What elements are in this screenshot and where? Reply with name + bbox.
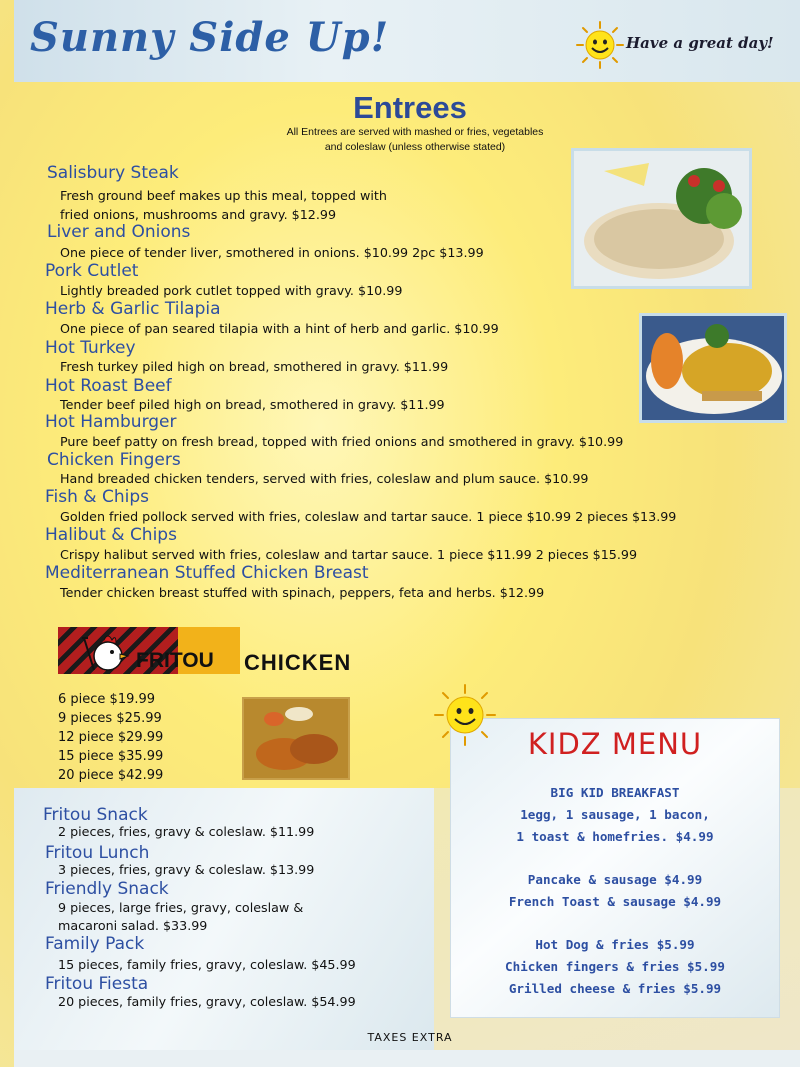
combo-description: macaroni salad. $33.99 bbox=[58, 918, 208, 933]
smiling-sun-icon bbox=[575, 20, 625, 74]
kidz-line: 1egg, 1 sausage, 1 bacon, bbox=[520, 807, 710, 822]
entrees-subtitle-line: and coleslaw (unless otherwise stated) bbox=[324, 141, 506, 153]
entree-name: Pork Cutlet bbox=[45, 261, 139, 281]
kidz-line: Chicken fingers & fries $5.99 bbox=[505, 959, 725, 974]
kidz-line: BIG KID BREAKFAST bbox=[550, 785, 680, 800]
entrees-title: Entrees bbox=[353, 90, 467, 125]
combo-name: Fritou Lunch bbox=[45, 843, 150, 863]
kidz-line: Grilled cheese & fries $5.99 bbox=[508, 981, 722, 996]
bucket-price: 12 piece $29.99 bbox=[58, 730, 164, 745]
entree-description: Tender beef piled high on bread, smothered in gravy. $11.99 bbox=[60, 397, 445, 412]
entree-name: Chicken Fingers bbox=[47, 450, 181, 470]
tilapia-photo bbox=[571, 148, 752, 289]
entree-description: Tender chicken breast stuffed with spinach, peppers, feta and herbs. $12.99 bbox=[60, 585, 545, 600]
fritou-logo bbox=[58, 627, 240, 674]
bucket-price: 20 piece $42.99 bbox=[58, 768, 164, 783]
kidz-menu-box bbox=[450, 718, 780, 1018]
entree-description: Pure beef patty on fresh bread, topped with fried onions and smothered in gravy. $10.99 bbox=[60, 434, 624, 449]
combo-name: Friendly Snack bbox=[45, 879, 169, 899]
entree-description: Golden fried pollock served with fries, coleslaw and tartar sauce. 1 piece $10.99 2 pieces $13.99 bbox=[60, 509, 677, 524]
entree-name: Fish & Chips bbox=[45, 487, 149, 507]
entree-description: Crispy halibut served with fries, coleslaw and tartar sauce. 1 piece $11.99 2 pieces $15.99 bbox=[60, 547, 638, 562]
entree-description: Fresh turkey piled high on bread, smothered in gravy. $11.99 bbox=[60, 359, 449, 374]
combo-description: 9 pieces, large fries, gravy, coleslaw & bbox=[58, 900, 304, 915]
bucket-price: 6 piece $19.99 bbox=[58, 692, 156, 707]
entree-name: Hot Turkey bbox=[45, 338, 136, 358]
kidz-line: 1 toast & homefries. $4.99 bbox=[516, 829, 714, 844]
kidz-menu-title: KIDZ MENU bbox=[527, 727, 703, 761]
smiling-sun-icon bbox=[432, 683, 498, 751]
entree-name: Mediterranean Stuffed Chicken Breast bbox=[45, 563, 369, 583]
entree-name: Hot Hamburger bbox=[45, 412, 177, 432]
entree-name: Liver and Onions bbox=[47, 222, 191, 242]
entrees-subtitle-line: All Entrees are served with mashed or fries, vegetables bbox=[286, 126, 544, 138]
combo-description: 20 pieces, family fries, gravy, coleslaw. $54.99 bbox=[58, 994, 356, 1009]
fried-chicken-photo bbox=[242, 697, 350, 780]
combo-description: 2 pieces, fries, gravy & coleslaw. $11.99 bbox=[58, 824, 315, 839]
entree-name: Salisbury Steak bbox=[47, 163, 179, 183]
entree-description: Fresh ground beef makes up this meal, topped with bbox=[60, 188, 387, 203]
taxes-note: TAXES EXTRA bbox=[367, 1031, 453, 1044]
combo-name: Fritou Fiesta bbox=[45, 974, 149, 994]
combo-name: Family Pack bbox=[45, 934, 145, 954]
combo-description: 15 pieces, family fries, gravy, coleslaw. $45.99 bbox=[58, 957, 356, 972]
entree-description: Lightly breaded pork cutlet topped with gravy. $10.99 bbox=[60, 283, 403, 298]
combo-name: Fritou Snack bbox=[43, 805, 148, 825]
rooster-icon bbox=[80, 630, 130, 672]
entree-description: fried onions, mushrooms and gravy. $12.99 bbox=[60, 207, 337, 222]
entree-description: One piece of tender liver, smothered in onions. $10.99 2pc $13.99 bbox=[60, 245, 484, 260]
tagline: Have a great day! bbox=[626, 34, 774, 52]
hot-turkey-photo bbox=[639, 313, 787, 423]
combo-description: 3 pieces, fries, gravy & coleslaw. $13.99 bbox=[58, 862, 315, 877]
chicken-heading: CHICKEN bbox=[244, 650, 352, 675]
entree-description: One piece of pan seared tilapia with a hint of herb and garlic. $10.99 bbox=[60, 321, 499, 336]
kidz-line: Pancake & sausage $4.99 bbox=[527, 872, 703, 887]
entree-description: Hand breaded chicken tenders, served with fries, coleslaw and plum sauce. $10.99 bbox=[60, 471, 589, 486]
entree-name: Halibut & Chips bbox=[45, 525, 177, 545]
bottom-strip bbox=[14, 1050, 800, 1067]
kidz-line: French Toast & sausage $4.99 bbox=[508, 894, 722, 909]
entree-name: Herb & Garlic Tilapia bbox=[45, 299, 221, 319]
bucket-price: 9 pieces $25.99 bbox=[58, 711, 162, 726]
kidz-line: Hot Dog & fries $5.99 bbox=[535, 937, 695, 952]
entree-name: Hot Roast Beef bbox=[45, 376, 172, 396]
brand-title: Sunny Side Up! bbox=[30, 14, 390, 61]
bucket-price: 15 piece $35.99 bbox=[58, 749, 164, 764]
fritou-logo-word: FRITOU bbox=[136, 649, 214, 672]
